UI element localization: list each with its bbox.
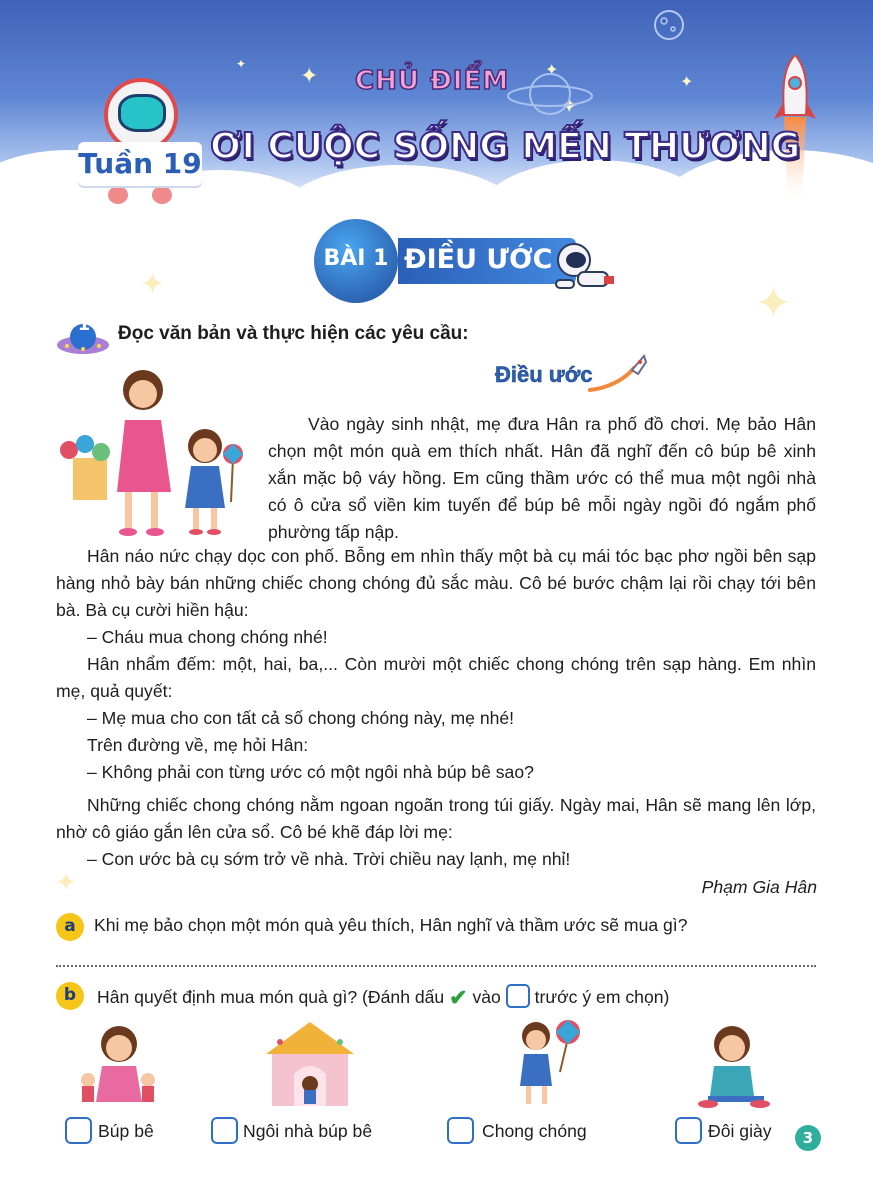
star-icon: ✦ [300, 64, 319, 89]
mother-daughter-illustration [55, 362, 270, 540]
option-label-dollhouse: Ngôi nhà búp bê [243, 1121, 373, 1141]
week-label: Tuần 19 [78, 142, 202, 186]
star-icon: ✦ [680, 72, 694, 91]
option-dollhouse-picture [260, 1018, 360, 1110]
star-icon: ✦ [140, 267, 166, 302]
option-label-doll: Búp bê [98, 1121, 154, 1141]
story-paragraph: Những chiếc chong chóng nằm ngoan ngoãn trong túi giấy. Ngày mai, Hân sẽ mang lên lớp, nhờ cô giáo gắn lên cửa sổ. Cô bé khẽ đáp lời mẹ: [56, 795, 816, 842]
option-checkbox-shoes[interactable] [675, 1117, 702, 1144]
option-pinwheel-picture [496, 1014, 590, 1110]
option-label-pinwheel: Chong chóng [482, 1121, 587, 1141]
story-paragraph: – Không phải con từng ước có một ngôi nhà búp bê sao? [87, 762, 534, 782]
option-doll-picture [74, 1018, 164, 1108]
option-checkbox-dollhouse[interactable] [211, 1117, 238, 1144]
question-a-text: Khi mẹ bảo chọn một món quà yêu thích, Hân nghĩ và thầm ước sẽ mua gì? [94, 915, 688, 935]
task-number: 1 [77, 314, 91, 335]
page-number: 3 [795, 1125, 821, 1151]
question-b-text-middle: vào [472, 987, 501, 1007]
spaceman-icon [548, 238, 618, 304]
task-instruction: Đọc văn bản và thực hiện các yêu cầu: [118, 323, 469, 344]
moon-icon [652, 8, 686, 42]
option-shoes-picture [688, 1018, 780, 1110]
astronaut-visor [118, 94, 166, 132]
star-icon: ✦ [560, 94, 579, 119]
story-paragraph: – Mẹ mua cho con tất cả số chong chóng này, mẹ nhé! [87, 708, 515, 728]
question-b-text-after: trước ý em chọn) [534, 987, 670, 1007]
planet-icon [505, 62, 595, 122]
checkbox-sample-icon [506, 984, 530, 1008]
story-paragraph: Trên đường về, mẹ hỏi Hân: [87, 735, 309, 755]
option-label-shoes: Đôi giày [708, 1121, 772, 1141]
story-paragraph: – Cháu mua chong chóng nhé! [87, 627, 328, 647]
question-a-marker: a [56, 913, 84, 941]
star-icon: ✦ [55, 868, 77, 898]
answer-line[interactable] [56, 965, 816, 967]
question-b-text [97, 984, 669, 1011]
star-icon: ✦ [236, 57, 247, 71]
question-b-text-before: Hân quyết định mua món quà gì? (Đánh dấu [97, 987, 445, 1007]
theme-label: CHỦ ĐIỂM [355, 66, 510, 96]
story-title: Điều ước [495, 362, 593, 387]
rocket-trail-icon [588, 350, 650, 394]
story-paragraph: Hân náo nức chạy dọc con phố. Bỗng em nhìn thấy một bà cụ mái tóc bạc phơ ngồi bên sạp hàng nhỏ bày bán những chiếc chong chóng đủ sắc màu. Cô bé bước chậm lại rồi chạy tới bên bà. Bà cụ cười hiền hậu: [56, 546, 816, 620]
option-checkbox-pinwheel[interactable] [447, 1117, 474, 1144]
star-icon: ✦ [755, 278, 792, 329]
lesson-title: ĐIỀU ƯỚC [404, 244, 553, 275]
theme-title: ƠI CUỘC SỐNG MẾN THƯƠNG [210, 126, 801, 167]
header-banner [0, 0, 873, 215]
check-icon: ✔ [449, 985, 468, 1010]
story-paragraph: – Con ước bà cụ sớm trở về nhà. Trời chiều nay lạnh, mẹ nhỉ! [87, 849, 571, 869]
story-paragraph: Vào ngày sinh nhật, mẹ đưa Hân ra phố đồ chơi. Mẹ bảo Hân chọn một món quà em thích nhất. Hân đã nghĩ đến cô búp bê xinh xắn mặc bộ váy hồng. Em cũng thầm ước có thể mua một ngôi nhà có ô cửa sổ viền kim tuyến để búp bê mỗi ngày ngồi đó ngắm phố phường tấp nập. [268, 414, 816, 542]
option-checkbox-doll[interactable] [65, 1117, 92, 1144]
lesson-number: BÀI 1 [323, 246, 389, 271]
story-author: Phạm Gia Hân [701, 877, 817, 897]
story-paragraph: Hân nhẩm đếm: một, hai, ba,... Còn mười một chiếc chong chóng trên sạp hàng. Em nhìn mẹ, quả quyết: [56, 654, 816, 701]
question-b-marker: b [56, 982, 84, 1010]
star-icon: ✦ [545, 60, 559, 79]
